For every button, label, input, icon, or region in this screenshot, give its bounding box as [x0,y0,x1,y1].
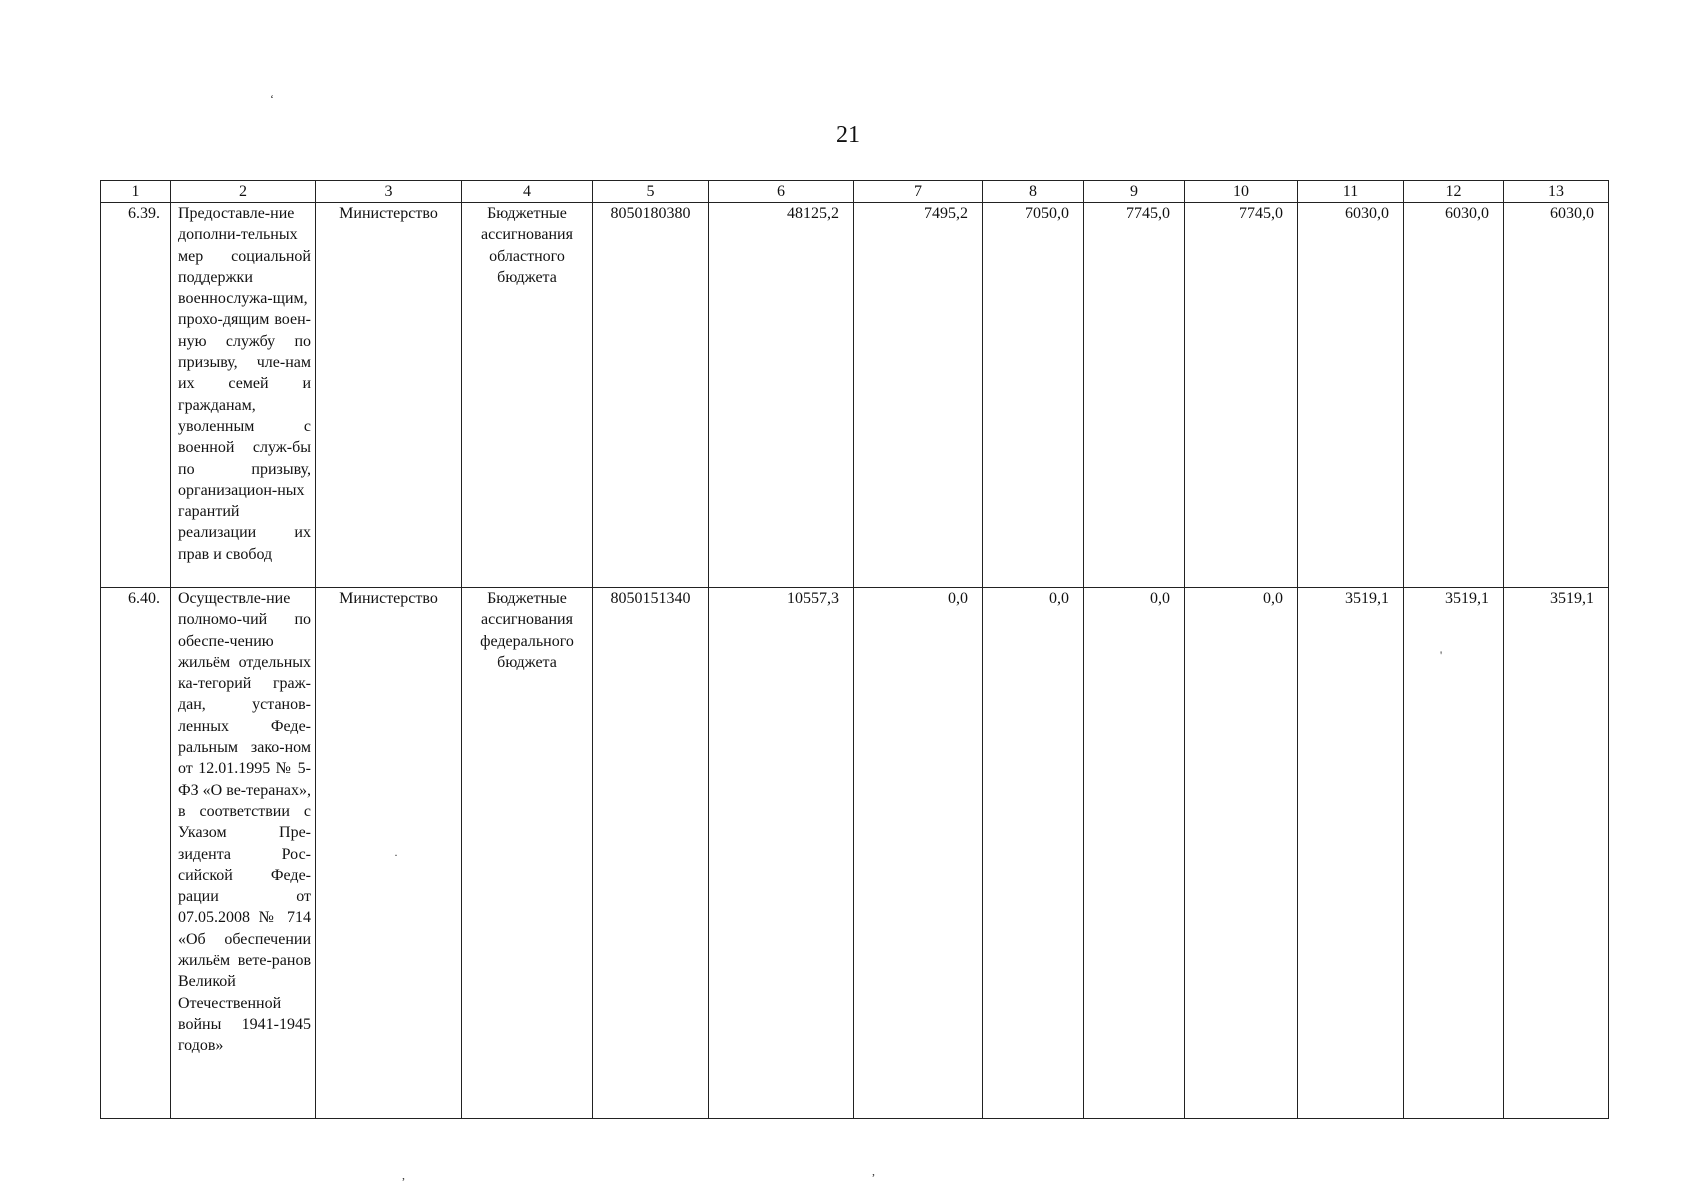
value-cell: 10557,3 [709,588,854,1119]
header-cell: 8 [983,181,1084,203]
header-row [101,181,1609,203]
value-cell: 0,0 [1084,588,1185,1119]
value-cell: 6030,0 [1298,203,1404,588]
budget-code: 8050180380 [593,203,709,588]
value-cell: 7745,0 [1084,203,1185,588]
value-cell: 7050,0 [983,203,1084,588]
measure-name: Предоставле-ние дополни-тельных мер социальной поддержки военнослужа-щим, прохо-дящим воен-ную службу по призыву, чле-нам их семей и гражданам, уволенным с военной служ-бы по призыву, организацион-ных гарантий реализации их прав и свобод [171,203,316,588]
table-row [101,203,1609,588]
value-cell: 0,0 [1185,588,1298,1119]
row-number: 6.39. [101,203,171,588]
header-cell: 7 [854,181,983,203]
page-number: 21 [836,122,860,148]
row-number: 6.40. [101,588,171,1119]
header-cell: 4 [462,181,593,203]
value-cell: 48125,2 [709,203,854,588]
header-cell: 6 [709,181,854,203]
value-cell: 0,0 [854,588,983,1119]
value-cell: 3519,1 [1504,588,1609,1119]
value-cell: 7745,0 [1185,203,1298,588]
scan-mark: · [394,848,398,862]
header-cell: 9 [1084,181,1185,203]
value-cell: 6030,0 [1504,203,1609,588]
funding-source: Бюджетные ассигнования федерального бюджета [462,588,593,1119]
scan-mark: , [402,1168,405,1182]
header-cell: 11 [1298,181,1404,203]
value-cell: 0,0 [983,588,1084,1119]
executor: Министерство [316,588,462,1119]
header-cell: 10 [1185,181,1298,203]
value-cell: 3519,1 [1298,588,1404,1119]
scan-mark: , [872,1164,875,1178]
scan-mark: ʻ [270,92,274,106]
budget-table [100,180,1609,1119]
header-cell: 1 [101,181,171,203]
measure-name: Осуществле-ние полномо-чий по обеспе-чению жильём отдельных ка-тегорий граж-дан, установ-ленных Феде-ральным зако-ном от 12.01.1995 № 5-ФЗ «О ве-теранах», в соответствии с Указом Пре-зидента Рос-сийской Феде-рации от 07.05.2008 № 714 «Об обеспечении жильём вете-ранов Великой Отечественной войны 1941-1945 годов» [171,588,316,1119]
budget-code: 8050151340 [593,588,709,1119]
header-cell: 2 [171,181,316,203]
funding-source: Бюджетные ассигнования областного бюджета [462,203,593,588]
header-cell: 12 [1404,181,1504,203]
scan-mark: ' [1440,648,1443,662]
header-cell: 5 [593,181,709,203]
value-cell: 3519,1 [1404,588,1504,1119]
table-row [101,588,1609,1119]
executor: Министерство [316,203,462,588]
value-cell: 6030,0 [1404,203,1504,588]
value-cell: 7495,2 [854,203,983,588]
header-cell: 3 [316,181,462,203]
header-cell: 13 [1504,181,1609,203]
